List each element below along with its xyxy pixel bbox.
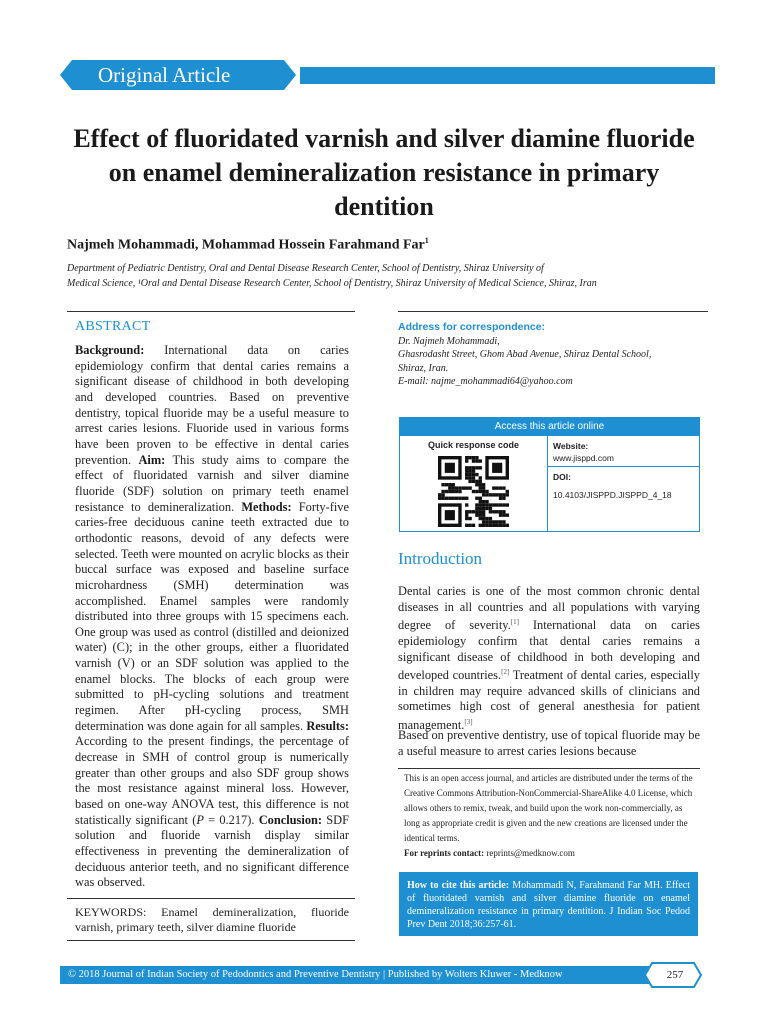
page-number: 257 [666, 969, 684, 981]
doi-label: DOI: [553, 472, 571, 482]
aim-label: Aim: [138, 452, 166, 467]
intro-text-c: Treatment of dental caries, especially in children may require advanced skills of clinicians and sometimes high cost of general anesthesia for patient management. [398, 668, 700, 733]
correspondence-address-2: Shiraz, Iran. [398, 362, 449, 374]
abstract-top-rule [67, 311, 355, 312]
section-banner [58, 60, 290, 90]
abstract-heading: ABSTRACT [75, 319, 151, 334]
keywords-top-rule [67, 898, 355, 899]
methods-text: Forty-five caries-free deciduous canine teeth extracted due to orthodontic reasons, devoid of any defects were selected. Teeth were mounted on acrylic blocks as their buccal surface was exposed and baseline surface microhardness (SMH) determination was accomplished. Enamel samples were randomly distributed into three groups with 15 specimens each. One group was used as control (distilled and deionized water) (C); in the other groups, either a fluoridated varnish (V) or an SDF solution was applied to the enamel blocks. The blocks of each group were submitted to pH-cycling solutions and treatment regimen. After pH-cycling process, SMH determination was done again for all samples. [75, 499, 349, 733]
results-label: Results: [306, 718, 349, 733]
background-text: International data on caries epidemiology confirm that dental caries remains a significant disease of childhood in both developing and developed countries. Based on preventive dentistry, topical fluoride may be a useful measure to arrest caries lesions. Fluoride used in various forms have been proven to be effective in dental caries prevention. [75, 343, 349, 467]
qr-code-icon[interactable] [438, 456, 509, 527]
keywords-bottom-rule [67, 940, 355, 941]
reference-3[interactable]: [3] [464, 718, 473, 726]
intro-text-a: Dental caries is one of the most common chronic dental diseases in all countries and all populations with varying degree of severity. [398, 584, 700, 633]
affiliation-line-1: Department of Pediatric Dentistry, Oral and Dental Disease Research Center, School of Dentistry, Shiraz University of [67, 263, 544, 274]
affiliations [67, 262, 707, 291]
access-box [399, 417, 700, 532]
correspondence-name: Dr. Najmeh Mohammadi, [398, 335, 500, 347]
results-text-end: = 0.217). [203, 812, 259, 827]
author-sup: 1 [424, 236, 429, 245]
website-cell [548, 436, 699, 467]
access-heading: Access this article online [400, 418, 699, 436]
qr-label: Quick response code [427, 440, 520, 450]
reprints-label: For reprints contact: [404, 848, 485, 858]
license-text: This is an open access journal, and articles are distributed under the terms of the Creative Commons Attribution-NonCommercial-ShareAlike 4.0 License, which allows others to remix, tweak, and build upon the work non-commercially, as long as appropriate credit is given and the new creations are licensed under the identical terms. [404, 773, 693, 843]
affiliation-line-2: Medical Science, ¹Oral and Dental Disease Research Center, School of Dentistry, Shiraz University of Medical Science, Shiraz, Iran [67, 277, 597, 289]
correspondence-email[interactable]: E-mail: najme_mohammadi64@yahoo.com [398, 376, 573, 387]
reprints-contact [404, 848, 575, 858]
cite-box [399, 872, 698, 936]
intro-text-b: International data on caries epidemiology confirm that dental caries remains a significant disease of childhood in both developing and developed countries. [398, 618, 700, 683]
banner-bar [300, 67, 715, 84]
website-label: Website: [553, 441, 589, 451]
cite-label: How to cite this article: [407, 880, 510, 891]
license-note [398, 768, 700, 846]
author-names: Najmeh Mohammadi, Mohammad Hossein Farahmand Far [67, 237, 425, 253]
right-top-rule [398, 311, 708, 312]
conclusion-label: Conclusion: [258, 812, 323, 827]
keywords-label: KEYWORDS: [75, 905, 147, 919]
abstract-body [75, 343, 349, 891]
website-link[interactable]: www.jisppd.com [553, 453, 614, 463]
reprints-email[interactable]: reprints@medknow.com [484, 848, 575, 858]
conclusion-text: SDF solution and fluoride varnish display similar effectiveness in preventing the demineralization of deciduous anterior teeth, and no significant difference was observed. [75, 812, 350, 890]
correspondence-heading: Address for correspondence: [398, 321, 546, 333]
introduction-paragraph-2: Based on preventive dentistry, use of topical fluoride may be a useful measure to arrest caries lesions because [398, 728, 700, 758]
correspondence [398, 321, 708, 389]
methods-label: Methods: [241, 499, 292, 514]
article-title: Effect of fluoridated varnish and silver diamine fluoride on enamel demineralization resistance in primary dentition [73, 124, 695, 221]
introduction-heading: Introduction [398, 549, 483, 568]
doi-value[interactable]: 10.4103/JISPPD.JISPPD_4_18 [553, 490, 672, 500]
banner-label: Original Article [98, 63, 231, 87]
cite-text [407, 879, 690, 931]
results-text: According to the present findings, the percentage of decrease in SMH of control group is numerically greater than other groups and also SDF group shows the most resistance against mineral loss. However, based on one-way ANOVA test, this difference is not statistically significant ( [75, 734, 349, 827]
background-label: Background: [75, 343, 145, 357]
authors [67, 236, 429, 254]
cite-reference: Mohammadi N, Farahmand Far MH. Effect of fluoridated varnish and silver diamine fluoride on enamel demineralization resistance in primary dentition. J Indian Soc Pedod Prev Dent 2018;36:257-61. [407, 880, 690, 930]
keywords-text: Enamel demineralization, fluoride varnish, primary teeth, silver diamine fluoride [75, 905, 349, 934]
correspondence-address-1: Ghasrodasht Street, Ghom Abad Avenue, Shiraz Dental School, [398, 349, 652, 360]
qr-column [400, 436, 548, 531]
reference-1[interactable]: [1] [510, 618, 519, 627]
doi-cell [548, 467, 699, 531]
reference-2[interactable]: [2] [501, 668, 510, 677]
p-value-symbol: P [196, 812, 204, 827]
keywords [75, 905, 349, 935]
introduction-paragraph-1 [398, 584, 700, 734]
footer-bar: © 2018 Journal of Indian Society of Pedodontics and Preventive Dentistry | Published by Wolters Kluwer - Medknow [60, 966, 670, 984]
aim-text: This study aims to compare the effect of fluoridated varnish and silver diamine fluoride (SDF) solution on primary teeth enamel resistance to demineralization. [75, 452, 349, 514]
